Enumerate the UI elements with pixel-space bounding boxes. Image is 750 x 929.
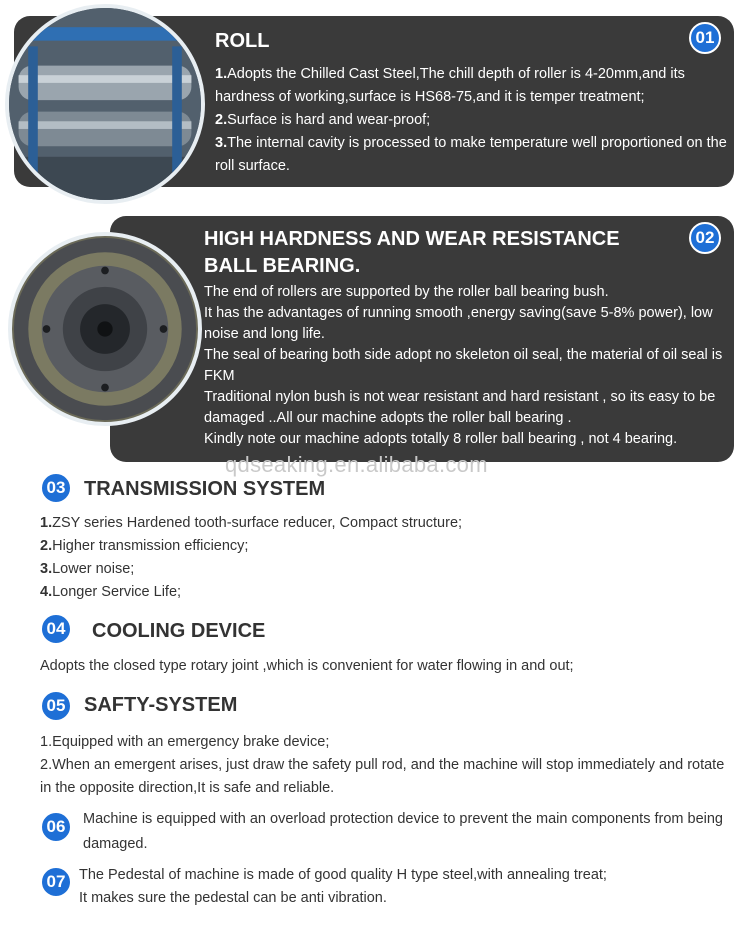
badge-01: 01: [689, 22, 721, 54]
badge-07: 07: [40, 866, 72, 898]
badge-05: 05: [40, 690, 72, 722]
transmission-item-3: 3.Lower noise;: [40, 561, 135, 577]
bearing-image: [12, 236, 198, 422]
bearing-title: HIGH HARDNESS AND WEAR RESISTANCE BALL BEARING.: [204, 228, 620, 277]
pedestal-line-1: The Pedestal of machine is made of good quality H type steel,with annealing treat;: [79, 867, 607, 883]
safety-line-2: 2.When an emergent arises, just draw the safety pull rod, and the machine will stop immediately and rotate in the opposite direction,It is safe and reliable.: [40, 757, 725, 796]
bearing-line-2: It has the advantages of running smooth ,energy saving(save 5-8% power), low noise and long life.: [204, 305, 713, 342]
cooling-title: COOLING DEVICE: [92, 620, 266, 642]
pedestal-text: [79, 864, 729, 910]
badge-04: 04: [40, 613, 72, 645]
safety-text: [40, 731, 730, 800]
bearing-text: [204, 282, 730, 450]
roll-item-2: 2.Surface is hard and wear-proof;: [215, 112, 431, 128]
bearing-line-4: Traditional nylon bush is not wear resistant and hard resistant , so its easy to be damaged ..All our machine adopts the roller ball bearing .: [204, 389, 716, 426]
roll-text: [215, 63, 730, 178]
badge-03: 03: [40, 472, 72, 504]
badge-06: 06: [40, 811, 72, 843]
transmission-list: [40, 512, 720, 604]
transmission-item-1: 1.ZSY series Hardened tooth-surface reducer, Compact structure;: [40, 515, 463, 531]
roll-title: ROLL: [215, 30, 270, 52]
roll-item-3: 3.The internal cavity is processed to make temperature well proportioned on the roll surface.: [215, 135, 727, 174]
transmission-item-2: 2.Higher transmission efficiency;: [40, 538, 249, 554]
transmission-title: TRANSMISSION SYSTEM: [84, 478, 326, 500]
safety-title: SAFTY-SYSTEM: [84, 694, 238, 716]
pedestal-line-2: It makes sure the pedestal can be anti vibration.: [79, 890, 387, 906]
cooling-text: Adopts the closed type rotary joint ,which is convenient for water flowing in and out;: [40, 658, 574, 674]
overload-text: Machine is equipped with an overload protection device to prevent the main components from being damaged.: [83, 811, 723, 852]
roll-item-1: 1.Adopts the Chilled Cast Steel,The chill depth of roller is 4-20mm,and its hardness of working,surface is HS68-75,and it is temper treatment;: [215, 66, 685, 105]
watermark: qdseaking.en.alibaba.com: [225, 452, 488, 477]
bearing-line-1: The end of rollers are supported by the roller ball bearing bush.: [204, 284, 609, 300]
transmission-item-4: 4.Longer Service Life;: [40, 584, 182, 600]
bearing-line-3: The seal of bearing both side adopt no skeleton oil seal, the material of oil seal is FKM: [204, 347, 723, 384]
badge-02: 02: [689, 222, 721, 254]
safety-line-1: 1.Equipped with an emergency brake device;: [40, 734, 330, 750]
roll-photo: [5, 4, 205, 204]
bearing-line-5: Kindly note our machine adopts totally 8 roller ball bearing , not 4 bearing.: [204, 431, 678, 447]
roll-machine-image: [9, 8, 201, 200]
bearing-photo: [8, 232, 202, 426]
